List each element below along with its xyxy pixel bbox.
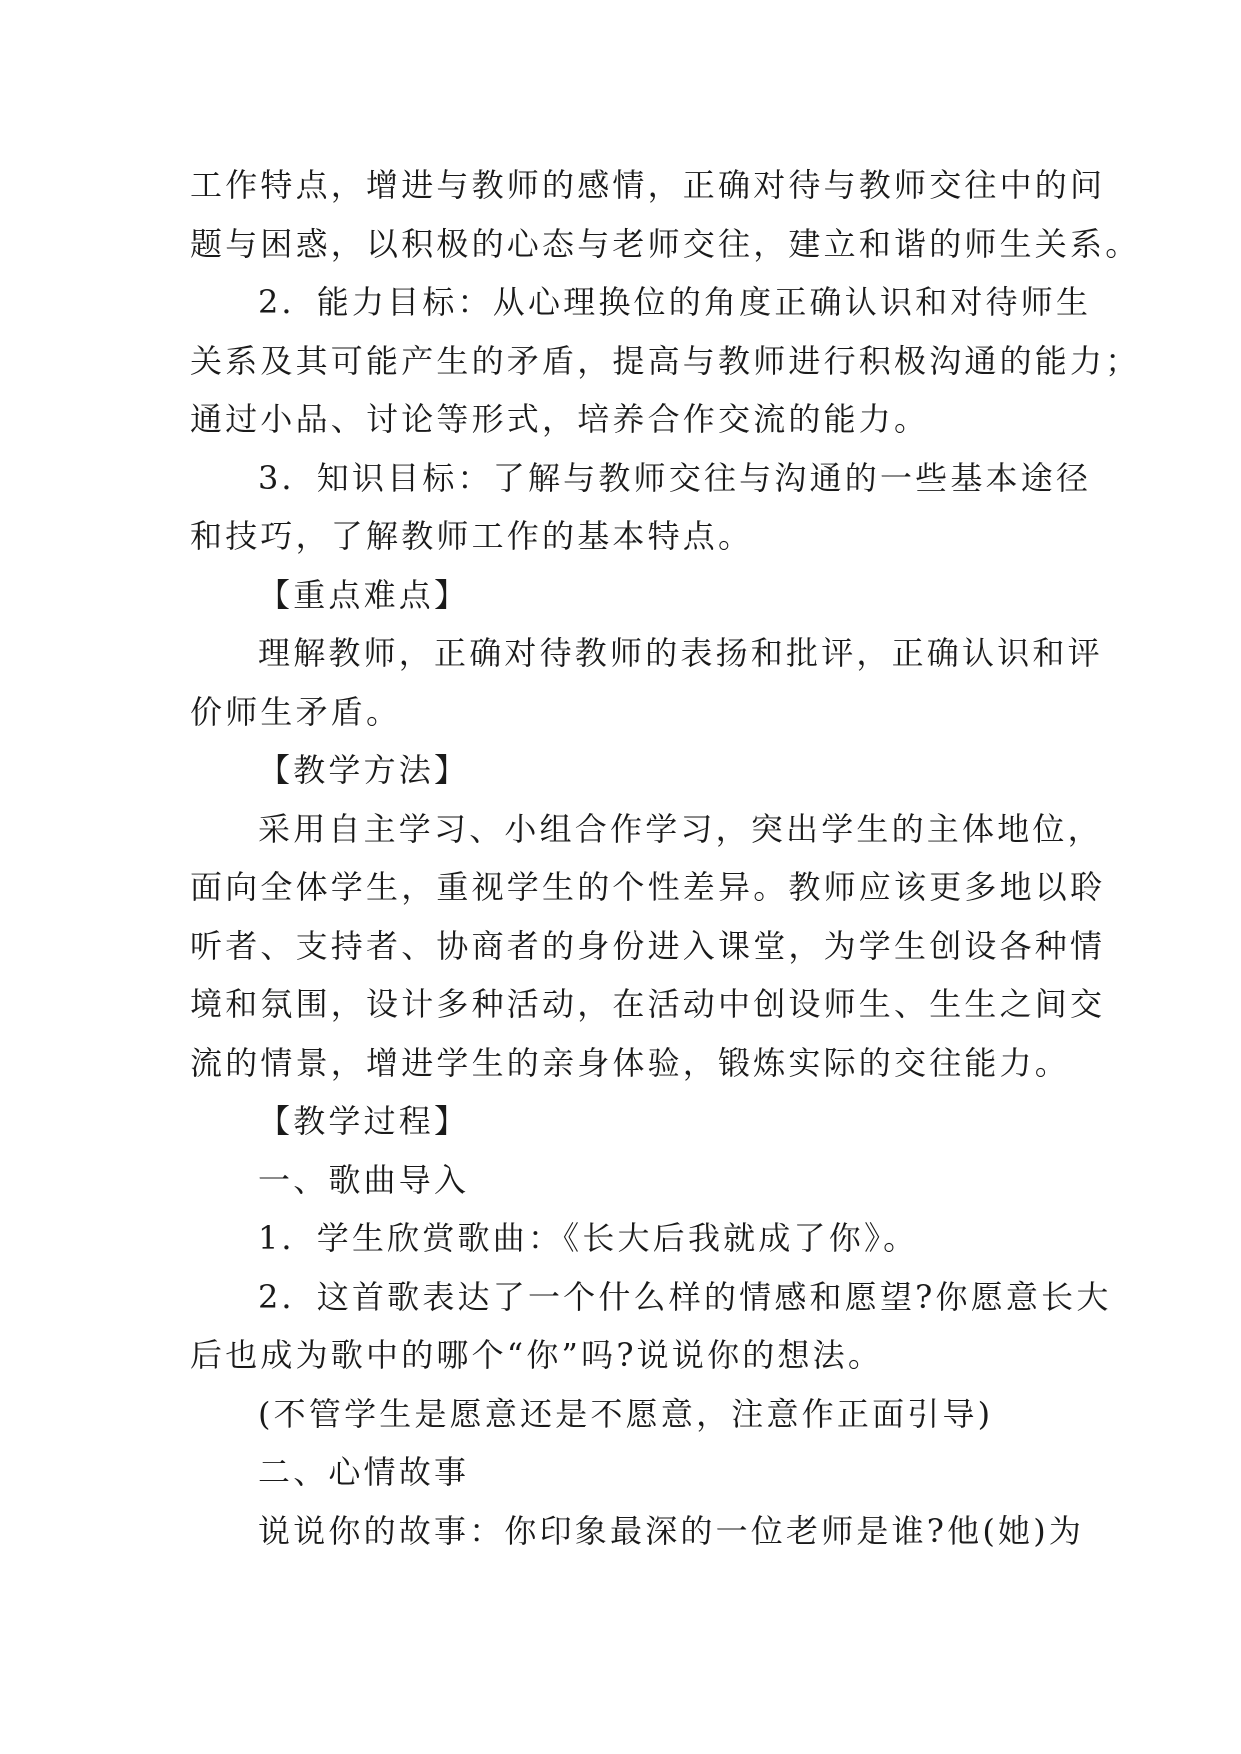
- text-line: 1．学生欣赏歌曲：《长大后我就成了你》。: [258, 1219, 919, 1257]
- text-line: 后也成为歌中的哪个“你”吗?说说你的想法。: [190, 1336, 884, 1374]
- text-line: 面向全体学生，重视学生的个性差异。教师应该更多地以聆: [190, 868, 1106, 906]
- text-line: 2．这首歌表达了一个什么样的情感和愿望?你愿意长大: [258, 1277, 1112, 1316]
- section-heading: 【教学方法】: [258, 751, 470, 789]
- text-line: (不管学生是愿意还是不愿意，注意作正面引导): [258, 1394, 994, 1433]
- text-line: 采用自主学习、小组合作学习，突出学生的主体地位，: [258, 809, 1103, 848]
- section-heading: 【重点难点】: [258, 575, 470, 614]
- subsection-heading: 二、心情故事: [258, 1453, 470, 1491]
- text-line: 工作特点，增进与教师的感情，正确对待与教师交往中的问: [190, 166, 1106, 204]
- text-line: 2．能力目标：从心理换位的角度正确认识和对待师生: [258, 283, 1092, 321]
- text-line: 题与困惑，以积极的心态与老师交往，建立和谐的师生关系。: [190, 224, 1141, 263]
- text-line: 关系及其可能产生的矛盾，提高与教师进行积极沟通的能力；: [190, 341, 1141, 380]
- text-line: 3．知识目标：了解与教师交往与沟通的一些基本途径: [258, 458, 1092, 497]
- subsection-heading: 一、歌曲导入: [258, 1160, 470, 1199]
- text-line: 听者、支持者、协商者的身份进入课堂，为学生创设各种情: [190, 926, 1106, 965]
- text-line: 价师生矛盾。: [190, 692, 402, 731]
- text-line: 理解教师，正确对待教师的表扬和批评，正确认识和评: [258, 634, 1103, 672]
- text-line: 境和氛围，设计多种活动，在活动中创设师生、生生之间交: [190, 985, 1106, 1023]
- text-line: 流的情景，增进学生的亲身体验，锻炼实际的交往能力。: [190, 1043, 1071, 1082]
- section-heading: 【教学过程】: [258, 1102, 470, 1140]
- text-line: 说说你的故事：你印象最深的一位老师是谁?他(她)为: [258, 1511, 1085, 1550]
- body-text: [190, 156, 1141, 1560]
- text-line: 通过小品、讨论等形式，培养合作交流的能力。: [190, 400, 930, 438]
- text-line: 和技巧，了解教师工作的基本特点。: [190, 517, 754, 555]
